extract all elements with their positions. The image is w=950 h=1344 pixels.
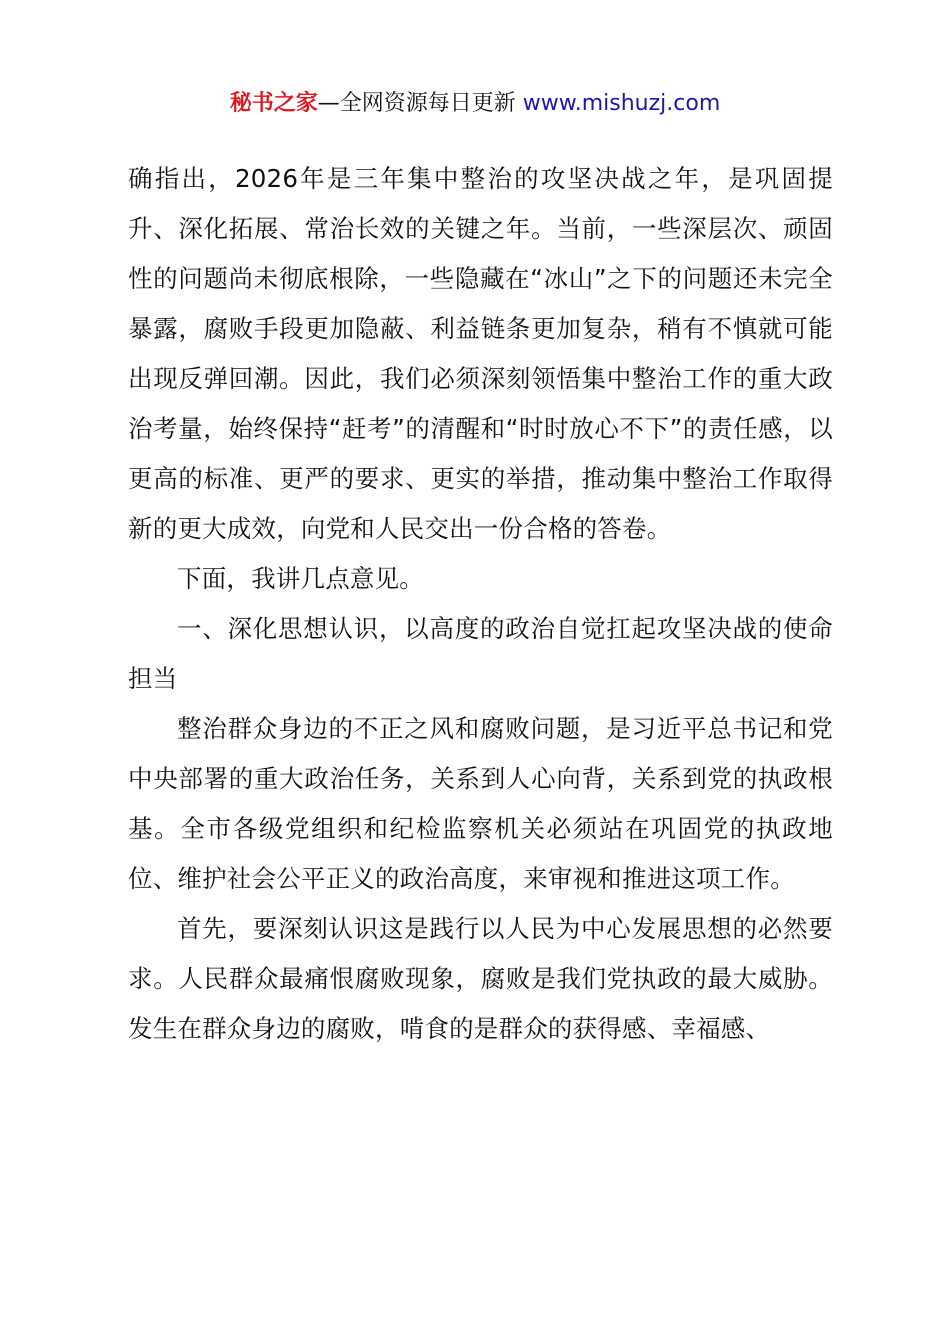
paragraph-intro: 下面，我讲几点意见。 [177,564,424,593]
paragraph-continued: 确指出，2026年是三年集中整治的攻坚决战之年，是巩固提升、深化拓展、常治长效的关键之年。当前，一些深层次、顽固性的问题尚未彻底根除，一些隐藏在“冰山”之下的问题还未完全暴露，腐败手段更加隐蔽、利益链条更加复杂，稍有不慎就可能出现反弹回潮。因此，我们必须深刻领悟集中整治工作的重大政治考量，始终保持“赶考”的清醒和“时时放心不下”的责任感，以更高的标准、更严的要求、更实的举措，推动集中整治工作取得新的更大成效，向党和人民交出一份合格的答卷。 [128,164,833,543]
section-heading-1: 一、深化思想认识，以高度的政治自觉扛起攻坚决战的使命担当 [128,614,833,693]
paragraph-body: 整治群众身边的不正之风和腐败问题，是习近平总书记和党中央部署的重大政治任务，关系到人心向背，关系到党的执政根基。全市各级党组织和纪检监察机关必须站在巩固党的执政地位、维护社会公平正义的政治高度，来审视和推进这项工作。 [128,714,833,893]
site-url-link[interactable]: www.mishuzj.com [522,91,721,116]
brand-name: 秘书之家 [229,91,318,116]
paragraph-first-point: 首先，要深刻认识这是践行以人民为中心发展思想的必然要求。人民群众最痛恨腐败现象，腐败是我们党执政的最大威胁。发生在群众身边的腐败，啃食的是群众的获得感、幸福感、 [128,914,833,1043]
header-tagline: —全网资源每日更新 [317,91,523,116]
document-body [128,154,833,1054]
page-header [0,88,950,120]
